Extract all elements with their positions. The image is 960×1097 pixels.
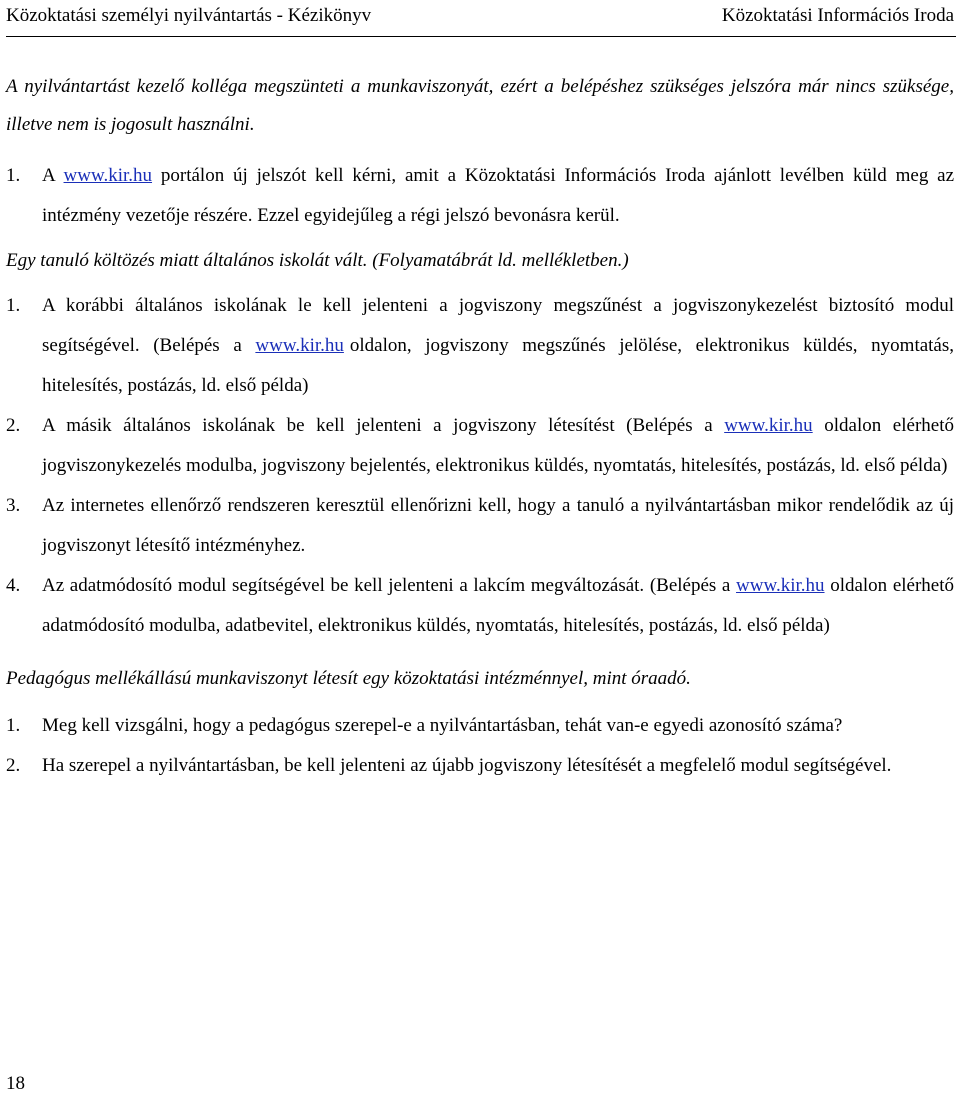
- case-intro-student-move: Egy tanuló költözés miatt általános iskolát vált. (Folyamatábrát ld. mellékletben.): [6, 250, 629, 271]
- item-text: oldalon, jogviszony megszűnés jelölése, elektronikus küldés, nyomtatás, hitelesítés, postázás, ld. első példa): [42, 335, 955, 396]
- item-text: portálon új jelszót kell kérni, amit a Közoktatási Információs Iroda ajánlott levélben küld meg az intézmény vezetője részére. Ezzel egyidejűleg a régi jelszó bevonásra kerül.: [42, 165, 955, 226]
- item-text: oldalon elérhető adatmódosító modulba, adatbevitel, elektronikus küldés, nyomtatás, hitelesítés, postázás, ld. első példa): [42, 575, 955, 636]
- list-item: [6, 486, 954, 566]
- steps-student-move: [6, 286, 954, 646]
- item-number: 2.: [6, 755, 21, 776]
- item-text: Az internetes ellenőrző rendszeren keresztül ellenőrizni kell, hogy a tanuló a nyilvántartásban mikor rendelődik az új jogviszonyt létesítő intézményhez.: [42, 495, 954, 556]
- item-number: 2.: [6, 415, 21, 436]
- item-text: Ha szerepel a nyilvántartásban, be kell jelenteni az újabb jogviszony létesítését a megfelelő modul segítségével.: [42, 755, 892, 776]
- item-text: Az adatmódosító modul segítségével be kell jelenteni a lakcím megváltozását. (Belépés a: [42, 575, 731, 596]
- list-item: [6, 286, 954, 406]
- item-text: oldalon elérhető jogviszonykezelés modulba, jogviszony bejelentés, elektronikus küldés, nyomtatás, hitelesítés, postázás, ld. első példa): [42, 415, 954, 476]
- kir-link[interactable]: www.kir.hu: [63, 165, 153, 186]
- item-text: A: [42, 165, 55, 186]
- kir-link[interactable]: www.kir.hu: [255, 335, 344, 356]
- item-text: Meg kell vizsgálni, hogy a pedagógus szerepel-e a nyilvántartásban, tehát van-e egyedi azonosító száma?: [42, 715, 843, 736]
- list-item: [6, 706, 954, 746]
- kir-link[interactable]: www.kir.hu: [724, 415, 813, 436]
- list-item: [6, 746, 954, 786]
- case-intro-password: A nyilvántartást kezelő kolléga megszünteti a munkaviszonyát, ezért a belépéshez szükséges jelszóra már nincs szüksége, illetve nem is jogosult használni.: [6, 76, 954, 135]
- header-divider: [6, 36, 956, 37]
- case-intro-teacher: Pedagógus mellékállású munkaviszonyt létesít egy közoktatási intézménnyel, mint óraadó.: [6, 668, 691, 689]
- header-title: Közoktatási személyi nyilvántartás - Kézikönyv: [6, 5, 372, 26]
- list-item: [6, 566, 954, 646]
- steps-teacher: [6, 706, 954, 786]
- list-item: [6, 156, 954, 236]
- header-organization: Közoktatási Információs Iroda: [721, 5, 954, 26]
- item-number: 1.: [6, 165, 21, 186]
- page-header: [6, 4, 954, 28]
- kir-link[interactable]: www.kir.hu: [736, 575, 825, 596]
- page-number: 18: [6, 1073, 25, 1094]
- list-item: [6, 406, 954, 486]
- document-body: [6, 68, 954, 786]
- item-number: 1.: [6, 295, 21, 316]
- item-text: A másik általános iskolának be kell jelenteni a jogviszony létesítést (Belépés a: [42, 415, 713, 436]
- item-number: 3.: [6, 495, 21, 516]
- item-text: A korábbi általános iskolának le kell jelenteni a jogviszony megszűnést a jogviszonykezelést biztosító modul segítségével. (Belépés a: [42, 295, 954, 356]
- steps-password: [6, 156, 954, 236]
- item-number: 1.: [6, 715, 21, 736]
- item-number: 4.: [6, 575, 21, 596]
